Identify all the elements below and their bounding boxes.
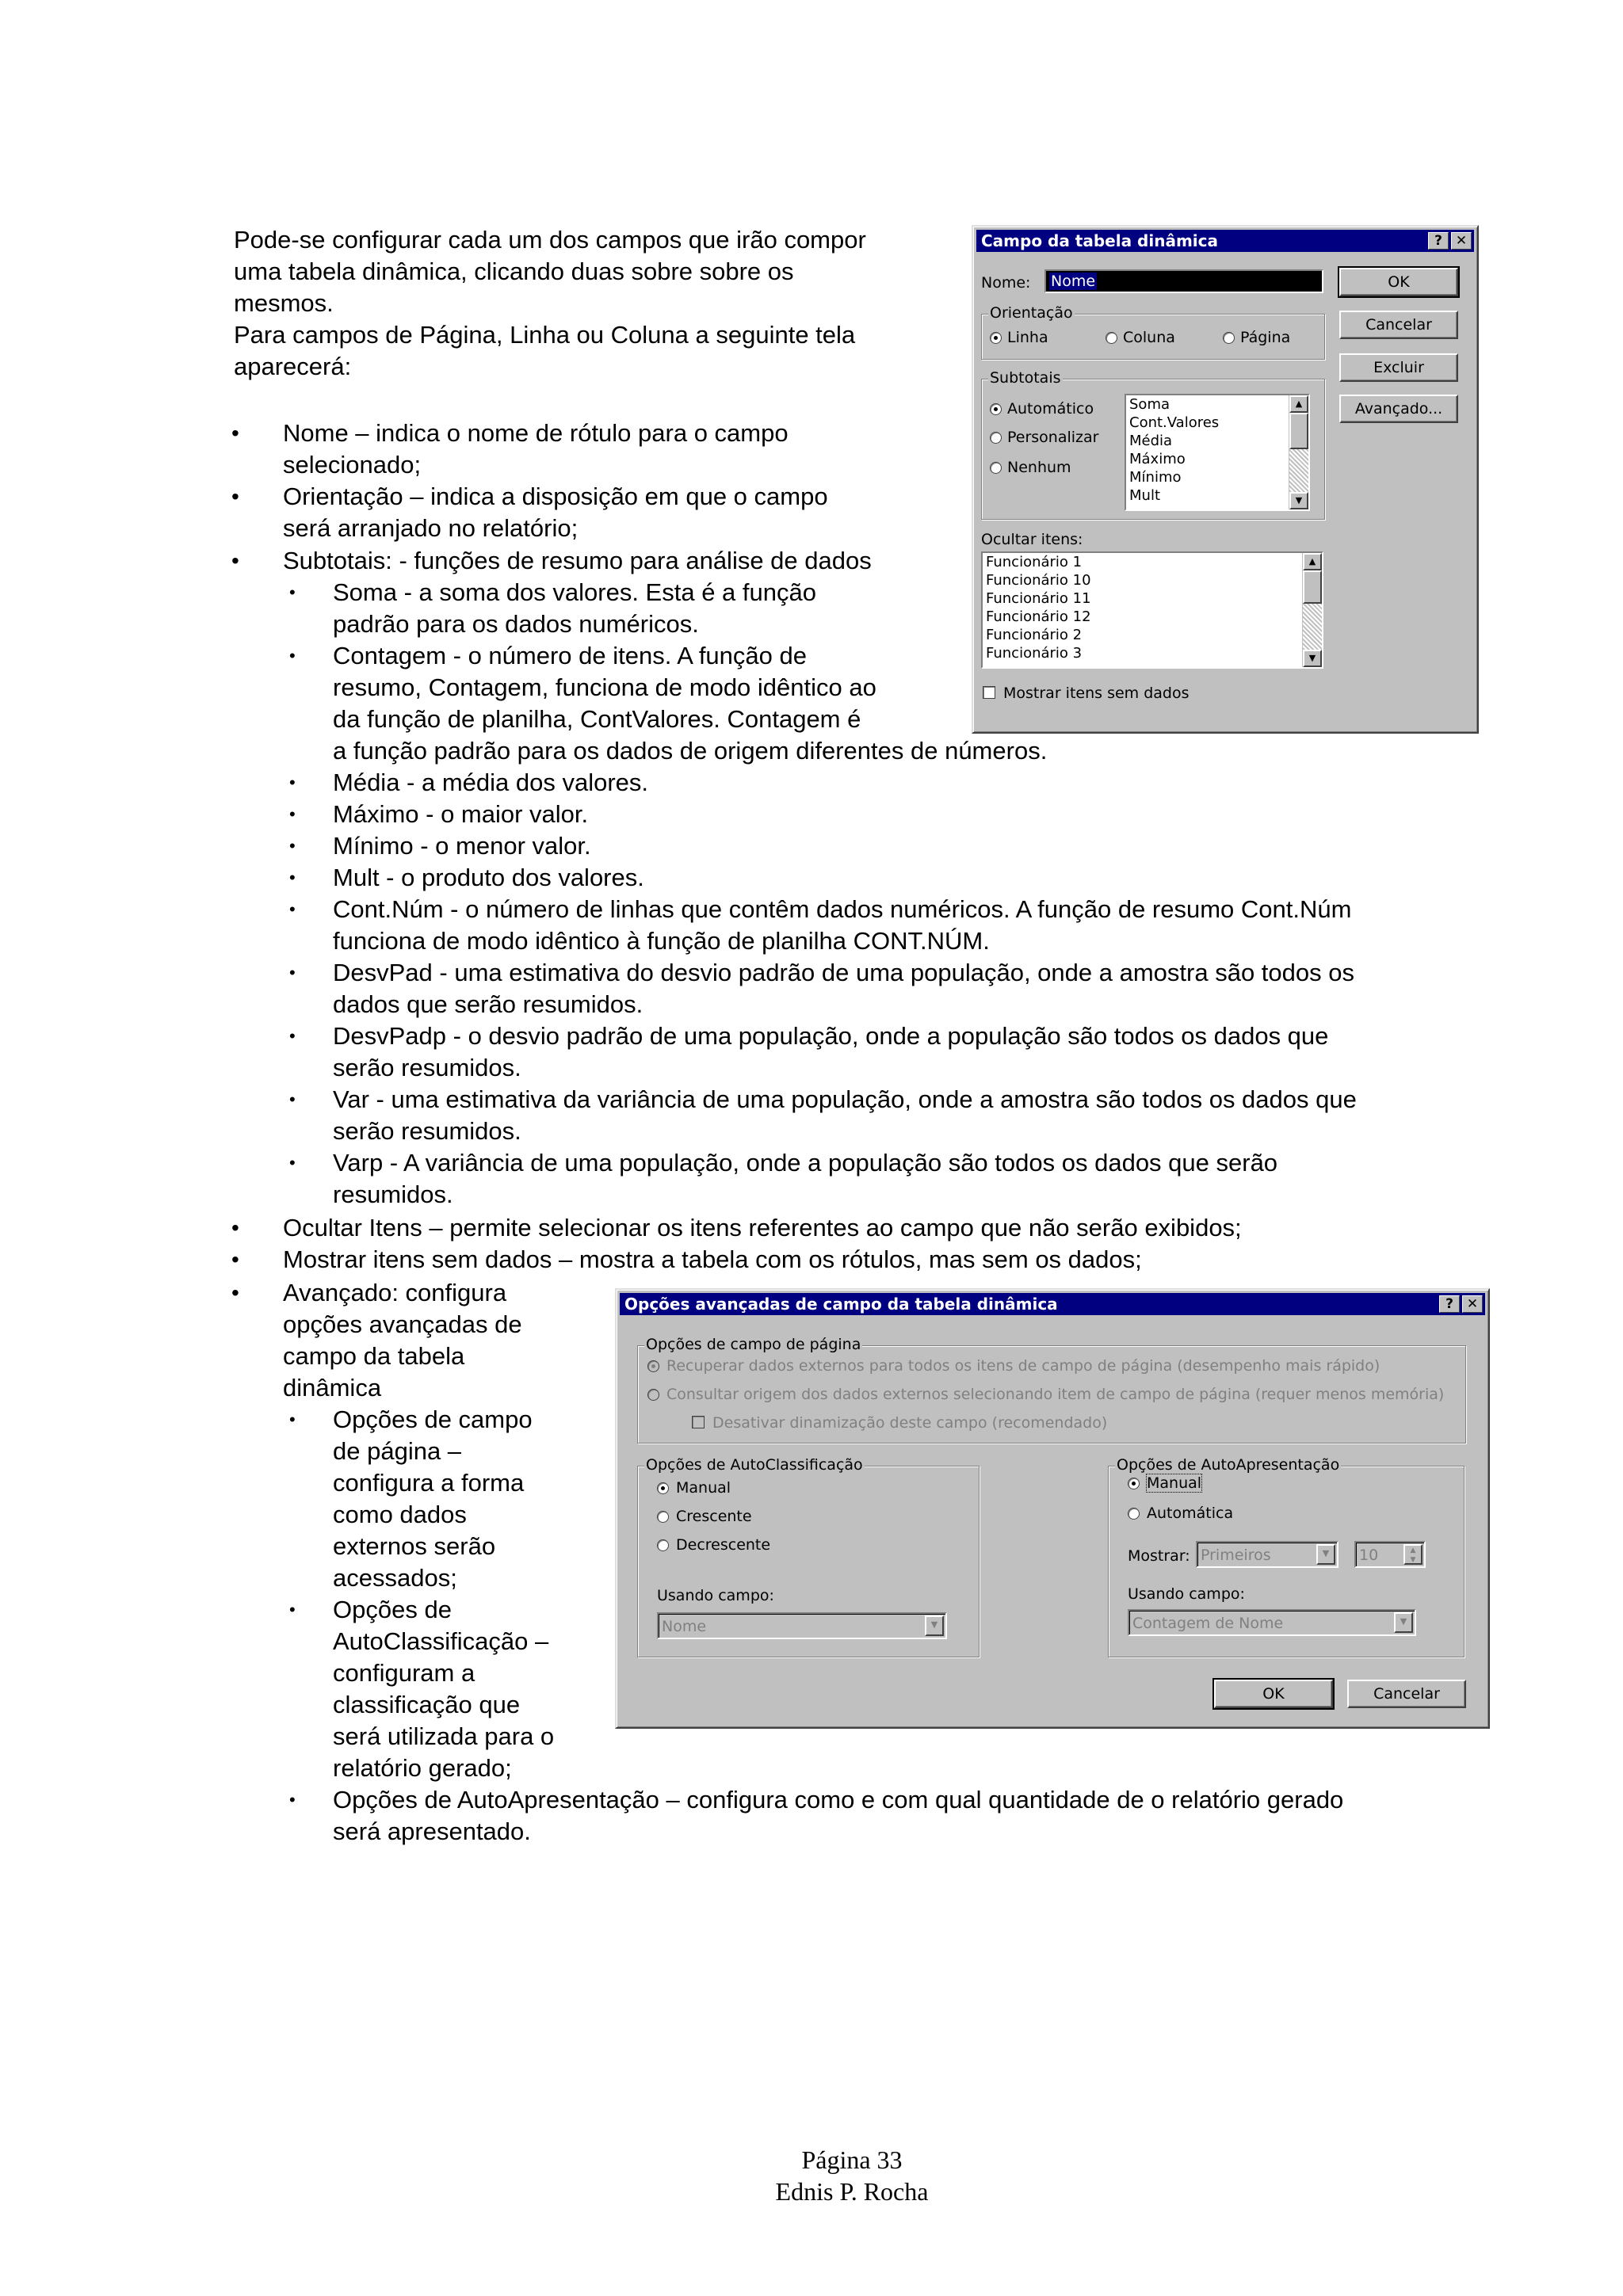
bullet-ocultar: Ocultar Itens – permite selecionar os itens referentes ao campo que não serão exibidos; [283,1214,1242,1241]
sort-desc-radio[interactable] [657,1539,669,1551]
show-using-label: Usando campo: [1128,1585,1245,1603]
help-button[interactable]: ? [1428,232,1449,250]
adv-show-1: Opções de AutoApresentação – configura como e com qual quantidade de o relatório gerado [333,1786,1344,1814]
hide-item[interactable]: Funcionário 3 [986,645,1083,662]
function-item[interactable]: Mínimo [1129,469,1182,486]
sub-varp-cont: resumidos. [333,1180,453,1208]
sub-mult: Mult - o produto dos valores. [333,864,644,891]
show-manual-radio[interactable] [1128,1478,1140,1489]
sub-desvpadp-cont: serão resumidos. [333,1054,521,1081]
dialog-titlebar [620,1293,1485,1315]
chevron-down-icon[interactable]: ▼ [1394,1612,1413,1633]
author-name: Ednis P. Rocha [775,2177,929,2206]
sort-manual-radio[interactable] [657,1482,669,1494]
bullet-orientacao-cont: será arranjado no relatório; [283,514,579,542]
adv-page-3: configura a forma [333,1469,525,1497]
sub-minimo: Mínimo - o menor valor. [333,832,591,860]
sub-contagem-4: a função padrão para os dados de origem diferentes de números. [333,737,1048,765]
adv-page-4: como dados [333,1501,467,1528]
hide-items-scrollbar[interactable] [1302,553,1322,667]
sub-bullet-dot: • [289,868,296,887]
bullet-nome-cont: selecionado; [283,451,422,479]
orient-page-label: Página [1240,329,1291,346]
orientation-group [981,304,1325,360]
sub-auto-label: Automático [1007,400,1094,418]
intro-line-2: uma tabela dinâmica, clicando duas sobre sobre os [234,257,794,285]
name-label: Nome: [981,274,1031,292]
sub-bullet-dot: • [289,1409,296,1429]
page-options-group [637,1336,1466,1444]
dialog-title: Opções avançadas de campo da tabela dinâmica [624,1295,1058,1314]
bullet-dot: • [231,1280,239,1305]
orientation-label: Orientação [990,304,1073,322]
sub-varp: Varp - A variância de uma população, onde a população são todos os dados que serão [333,1149,1278,1177]
adv-sort-3: configuram a [333,1659,475,1687]
sort-manual-label: Manual [676,1479,731,1497]
sub-bullet-dot: • [289,804,296,824]
hide-items-label: Ocultar itens: [981,531,1083,548]
hide-item[interactable]: Funcionário 11 [986,590,1091,607]
functions-listbox[interactable] [1125,394,1310,511]
scroll-up-icon[interactable]: ▲ [1303,553,1322,570]
sort-field-select[interactable] [657,1612,947,1639]
adv-page-2: de página – [333,1437,462,1465]
bullet-subtotais: Subtotais: - funções de resumo para análise de dados [283,547,872,574]
hide-item[interactable]: Funcionário 1 [986,554,1083,570]
functions-scrollbar[interactable] [1289,395,1308,509]
sub-none-label: Nenhum [1007,459,1071,476]
sub-bullet-dot: • [289,836,296,856]
page-opt1-radio[interactable] [647,1360,659,1372]
help-button[interactable]: ? [1439,1295,1460,1313]
advanced-button[interactable]: Avançado... [1339,395,1458,423]
name-input-value: Nome [1051,273,1096,290]
sort-desc-label: Decrescente [676,1536,771,1554]
bullet-avancado: Avançado: configura [283,1279,507,1306]
sort-asc-radio[interactable] [657,1511,669,1523]
show-first-value: Primeiros [1201,1547,1271,1564]
sort-asc-label: Crescente [676,1508,752,1525]
sub-media: Média - a média dos valores. [333,769,649,796]
adv-page-5: externos serão [333,1532,496,1560]
page-number: Página 33 [801,2145,903,2174]
page-opt2-label: Consultar origem dos dados externos selecionando item de campo de página (requer menos memória) [666,1386,1445,1403]
sub-soma-cont: padrão para os dados numéricos. [333,610,699,638]
sub-contagem-2: resumo, Contagem, funciona de modo idêntico ao [333,673,876,701]
bullet-avancado-2: opções avançadas de [283,1310,522,1338]
adv-page-1: Opções de campo [333,1405,533,1433]
orient-col-radio[interactable] [1106,332,1117,344]
scroll-down-icon[interactable]: ▼ [1303,650,1322,667]
autoshow-label: Opções de AutoApresentação [1117,1456,1340,1474]
sub-bullet-dot: • [289,899,296,919]
autoshow-group [1108,1456,1465,1657]
bullet-avancado-4: dinâmica [283,1374,382,1402]
bullet-orientacao: Orientação – indica a disposição em que o campo [283,482,828,510]
function-item[interactable]: Média [1129,433,1173,449]
show-count-value: 10 [1359,1547,1379,1564]
cancel-button[interactable]: Cancelar [1347,1680,1466,1708]
adv-sort-5: será utilizada para o [333,1722,555,1750]
show-auto-radio[interactable] [1128,1508,1140,1520]
sort-field-value: Nome [662,1618,707,1635]
hide-items-listbox[interactable] [981,551,1323,669]
adv-sort-1: Opções de [333,1596,452,1623]
subtotals-label: Subtotais [990,369,1061,387]
adv-page-6: acessados; [333,1564,457,1592]
sub-contagem: Contagem - o número de itens. A função de [333,642,807,669]
orient-row-label: Linha [1007,329,1048,346]
page-disable-label: Desativar dinamização deste campo (recomendado) [712,1414,1108,1432]
intro-line-1: Pode-se configurar cada um dos campos que irão compor [234,226,866,254]
sub-bullet-dot: • [289,963,296,982]
dialog-titlebar [976,230,1474,252]
intro-line-4: Para campos de Página, Linha ou Coluna a seguinte tela [234,321,856,349]
sub-bullet-dot: • [289,646,296,666]
spinner-arrows-icon[interactable]: ▲ ▼ [1403,1544,1423,1565]
delete-button[interactable]: Excluir [1339,353,1458,382]
sub-bullet-dot: • [289,1600,296,1619]
bullet-dot: • [231,1247,239,1272]
autosort-group [637,1456,980,1657]
subtotals-group [981,369,1325,520]
bullet-mostrar: Mostrar itens sem dados – mostra a tabela com os rótulos, mas sem os dados; [283,1245,1142,1273]
hide-item[interactable]: Funcionário 2 [986,627,1083,643]
function-item[interactable]: Mult [1129,487,1160,504]
adv-sort-2: AutoClassificação – [333,1627,549,1655]
sort-using-label: Usando campo: [657,1587,774,1604]
show-empty-label: Mostrar itens sem dados [1003,685,1190,702]
sub-desvpad-cont: dados que serão resumidos. [333,990,643,1018]
pivot-field-dialog [972,225,1479,734]
bullet-avancado-3: campo da tabela [283,1342,465,1370]
bullet-dot: • [231,484,239,509]
show-manual-label: Manual [1147,1474,1202,1492]
sub-bullet-dot: • [289,772,296,792]
page-options-label: Opções de campo de página [646,1336,861,1353]
sub-custom-radio[interactable] [990,432,1002,444]
page-opt1-label: Recuperar dados externos para todos os itens de campo de página (desempenho mais rápido) [666,1357,1381,1375]
close-button[interactable]: ✕ [1462,1295,1483,1313]
sub-desvpadp: DesvPadp - o desvio padrão de uma população, onde a população são todos os dados que [333,1022,1329,1050]
sub-bullet-dot: • [289,1089,296,1109]
sub-soma: Soma - a soma dos valores. Esta é a função [333,578,816,606]
sub-bullet-dot: • [289,1790,296,1810]
dialog-title: Campo da tabela dinâmica [981,231,1219,250]
adv-sort-4: classificação que [333,1691,521,1718]
scroll-thumb[interactable] [1303,570,1322,604]
cancel-button[interactable]: Cancelar [1339,311,1458,339]
page-opt2-radio[interactable] [647,1389,659,1401]
sub-contnum: Cont.Núm - o número de linhas que contêm dados numéricos. A função de resumo Cont.Núm [333,895,1352,923]
adv-sort-6: relatório gerado; [333,1754,512,1782]
sub-var-cont: serão resumidos. [333,1117,521,1145]
bullet-dot: • [231,421,239,445]
intro-line-5: aparecerá: [234,353,352,380]
sub-bullet-dot: • [289,1153,296,1173]
hide-item[interactable]: Funcionário 10 [986,572,1091,589]
show-label: Mostrar: [1128,1547,1190,1565]
scroll-thumb[interactable] [1289,413,1308,449]
show-auto-label: Automática [1147,1505,1234,1522]
show-count-spinner[interactable] [1354,1541,1426,1568]
adv-show-2: será apresentado. [333,1817,531,1845]
ok-button[interactable]: OK [1339,268,1458,296]
orient-col-label: Coluna [1123,329,1175,346]
show-field-select[interactable] [1128,1609,1416,1636]
sub-desvpad: DesvPad - uma estimativa do desvio padrão de uma população, onde a amostra são todos os [333,959,1354,986]
scroll-down-icon[interactable]: ▼ [1289,492,1308,509]
function-item[interactable]: Soma [1129,396,1170,413]
name-input[interactable] [1044,269,1323,293]
orient-row-radio[interactable] [990,332,1002,344]
chevron-down-icon[interactable]: ▼ [1316,1544,1335,1565]
function-item[interactable]: Máximo [1129,451,1186,467]
show-first-select[interactable] [1196,1541,1338,1568]
intro-line-3: mesmos. [234,289,334,317]
bullet-dot: • [231,548,239,573]
advanced-options-dialog [615,1288,1490,1729]
sub-none-radio[interactable] [990,462,1002,474]
function-item[interactable]: Cont.Valores [1129,414,1220,431]
sub-var: Var - uma estimativa da variância de uma população, onde a amostra são todos os dados que [333,1085,1357,1113]
autosort-label: Opções de AutoClassificação [646,1456,863,1474]
sub-custom-label: Personalizar [1007,429,1099,446]
hide-item[interactable]: Funcionário 12 [986,608,1091,625]
sub-auto-radio[interactable] [990,403,1002,415]
sub-bullet-dot: • [289,582,296,602]
page-disable-checkbox[interactable] [692,1416,705,1428]
bullet-dot: • [231,1215,239,1240]
close-button[interactable]: ✕ [1451,232,1472,250]
sub-contagem-3: da função de planilha, ContValores. Contagem é [333,705,861,733]
show-empty-checkbox[interactable] [983,686,995,699]
bullet-nome: Nome – indica o nome de rótulo para o campo [283,419,789,447]
sub-bullet-dot: • [289,1026,296,1046]
chevron-down-icon[interactable]: ▼ [925,1615,944,1636]
sub-contnum-cont: funciona de modo idêntico à função de planilha CONT.NÚM. [333,927,990,955]
sub-maximo: Máximo - o maior valor. [333,800,589,828]
scroll-up-icon[interactable]: ▲ [1289,395,1308,413]
show-field-value: Contagem de Nome [1132,1615,1284,1632]
orient-page-radio[interactable] [1223,332,1235,344]
ok-button[interactable]: OK [1214,1680,1333,1708]
